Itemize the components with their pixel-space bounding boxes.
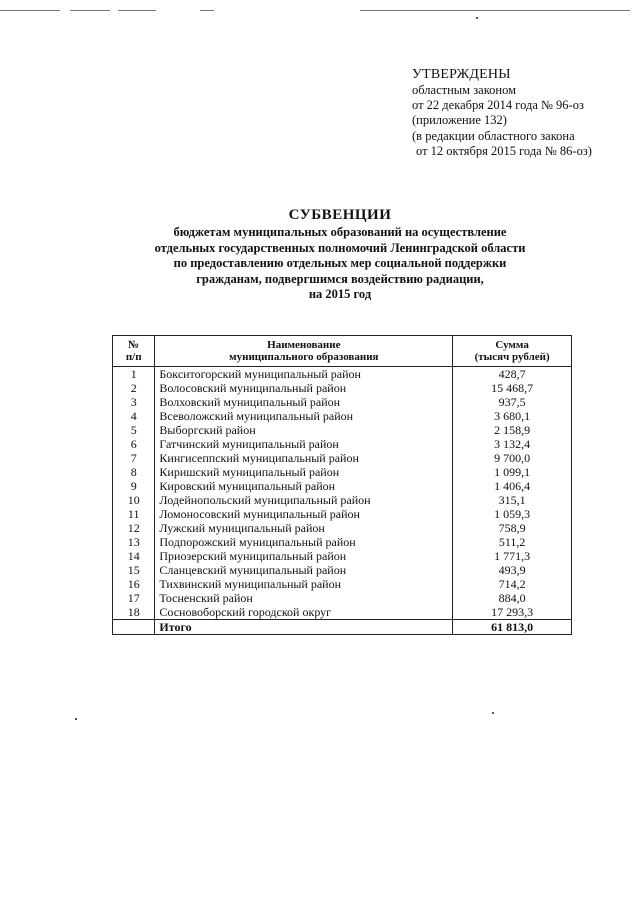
row-municipality: Сосновоборский городской округ — [155, 605, 453, 620]
header-name-line: Наименование — [267, 339, 341, 351]
row-municipality: Приозерский муниципальный район — [155, 549, 453, 563]
scan-artifact-line — [200, 10, 214, 11]
row-municipality: Выборгский район — [155, 423, 453, 437]
row-municipality: Волховский муниципальный район — [155, 395, 453, 409]
row-sum: 884,0 — [453, 591, 572, 605]
row-number: 14 — [113, 549, 155, 563]
table-row — [113, 451, 572, 465]
header-num-line: № — [128, 339, 140, 351]
row-sum: 3 680,1 — [453, 409, 572, 423]
title-line: на 2015 год — [308, 287, 372, 302]
row-number: 8 — [113, 465, 155, 479]
row-sum: 511,2 — [453, 535, 572, 549]
table-row — [113, 395, 572, 409]
table-row — [113, 479, 572, 493]
table-row — [113, 605, 572, 620]
row-sum: 1 099,1 — [453, 465, 572, 479]
row-number: 12 — [113, 521, 155, 535]
row-municipality: Киришский муниципальный район — [155, 465, 453, 479]
row-number: 15 — [113, 563, 155, 577]
row-sum: 1 406,4 — [453, 479, 572, 493]
table-row — [113, 381, 572, 395]
row-sum: 9 700,0 — [453, 451, 572, 465]
row-number: 2 — [113, 381, 155, 395]
row-sum: 937,5 — [453, 395, 572, 409]
scan-artifact-line — [118, 10, 156, 11]
row-sum: 493,9 — [453, 563, 572, 577]
table-row — [113, 507, 572, 521]
row-sum: 15 468,7 — [453, 381, 572, 395]
header-num-line: п/п — [125, 351, 142, 363]
row-municipality: Кингисеппский муниципальный район — [155, 451, 453, 465]
scan-speck — [476, 17, 478, 19]
title-line: гражданам, подвергшимся воздействию радиации, — [196, 271, 484, 286]
header-sum-line: Сумма — [495, 339, 529, 351]
row-number: 17 — [113, 591, 155, 605]
total-row — [113, 620, 572, 635]
header-name — [155, 336, 453, 367]
row-sum: 3 132,4 — [453, 437, 572, 451]
scan-artifact-line — [0, 10, 60, 11]
row-municipality: Кировский муниципальный район — [155, 479, 453, 493]
header-name-line: муниципального образования — [229, 351, 379, 363]
row-sum: 428,7 — [453, 367, 572, 382]
row-sum: 714,2 — [453, 577, 572, 591]
approval-line: (приложение 132) — [412, 113, 507, 128]
row-number: 1 — [113, 367, 155, 382]
row-sum: 1 059,3 — [453, 507, 572, 521]
row-number: 5 — [113, 423, 155, 437]
row-number: 7 — [113, 451, 155, 465]
table-row — [113, 591, 572, 605]
scan-speck — [75, 718, 77, 720]
approval-block — [412, 66, 592, 159]
row-municipality: Всеволожский муниципальный район — [155, 409, 453, 423]
row-municipality: Лужский муниципальный район — [155, 521, 453, 535]
table-row — [113, 577, 572, 591]
row-number: 6 — [113, 437, 155, 451]
table-row — [113, 521, 572, 535]
row-number: 3 — [113, 395, 155, 409]
row-number: 4 — [113, 409, 155, 423]
row-municipality: Тосненский район — [155, 591, 453, 605]
approval-heading: УТВЕРЖДЕНЫ — [412, 67, 511, 82]
total-label: Итого — [155, 620, 453, 635]
row-number: 18 — [113, 605, 155, 620]
total-num-cell — [113, 620, 155, 635]
row-sum: 2 158,9 — [453, 423, 572, 437]
row-municipality: Волосовский муниципальный район — [155, 381, 453, 395]
row-municipality: Ломоносовский муниципальный район — [155, 507, 453, 521]
row-number: 16 — [113, 577, 155, 591]
subventions-table — [112, 335, 572, 635]
row-number: 10 — [113, 493, 155, 507]
row-number: 11 — [113, 507, 155, 521]
scan-artifact-line — [70, 10, 110, 11]
table-row — [113, 493, 572, 507]
table-row — [113, 437, 572, 451]
row-municipality: Гатчинский муниципальный район — [155, 437, 453, 451]
approval-line: от 12 октября 2015 года № 86-оз) — [416, 143, 592, 158]
header-sum-line: (тысяч рублей) — [474, 351, 550, 363]
table-row — [113, 535, 572, 549]
row-sum: 1 771,3 — [453, 549, 572, 563]
row-number: 9 — [113, 479, 155, 493]
row-municipality: Бокситогорский муниципальный район — [155, 367, 453, 382]
row-municipality: Сланцевский муниципальный район — [155, 563, 453, 577]
title-line: по предоставлению отдельных мер социальной поддержки — [173, 256, 507, 271]
table-row — [113, 423, 572, 437]
row-municipality: Лодейнопольский муниципальный район — [155, 493, 453, 507]
scan-artifact-line — [360, 10, 630, 11]
header-num — [113, 336, 155, 367]
header-sum — [453, 336, 572, 367]
approval-line: от 22 декабря 2014 года № 96-оз — [412, 98, 584, 113]
total-sum: 61 813,0 — [453, 620, 572, 635]
approval-line: (в редакции областного закона — [412, 128, 575, 143]
table-row — [113, 563, 572, 577]
title-line: отдельных государственных полномочий Ленинградской области — [154, 240, 526, 255]
scan-speck — [492, 712, 494, 714]
title-main: СУБВЕНЦИИ — [288, 207, 392, 223]
row-number: 13 — [113, 535, 155, 549]
table-row — [113, 409, 572, 423]
table-row — [113, 465, 572, 479]
row-municipality: Подпорожский муниципальный район — [155, 535, 453, 549]
table-row — [113, 367, 572, 382]
row-municipality: Тихвинский муниципальный район — [155, 577, 453, 591]
approval-line: областным законом — [412, 83, 517, 97]
table-header-row — [113, 336, 572, 367]
document-title — [120, 206, 560, 303]
title-line: бюджетам муниципальных образований на осуществление — [173, 225, 507, 239]
table-row — [113, 549, 572, 563]
row-sum: 17 293,3 — [453, 605, 572, 620]
row-sum: 758,9 — [453, 521, 572, 535]
row-sum: 315,1 — [453, 493, 572, 507]
